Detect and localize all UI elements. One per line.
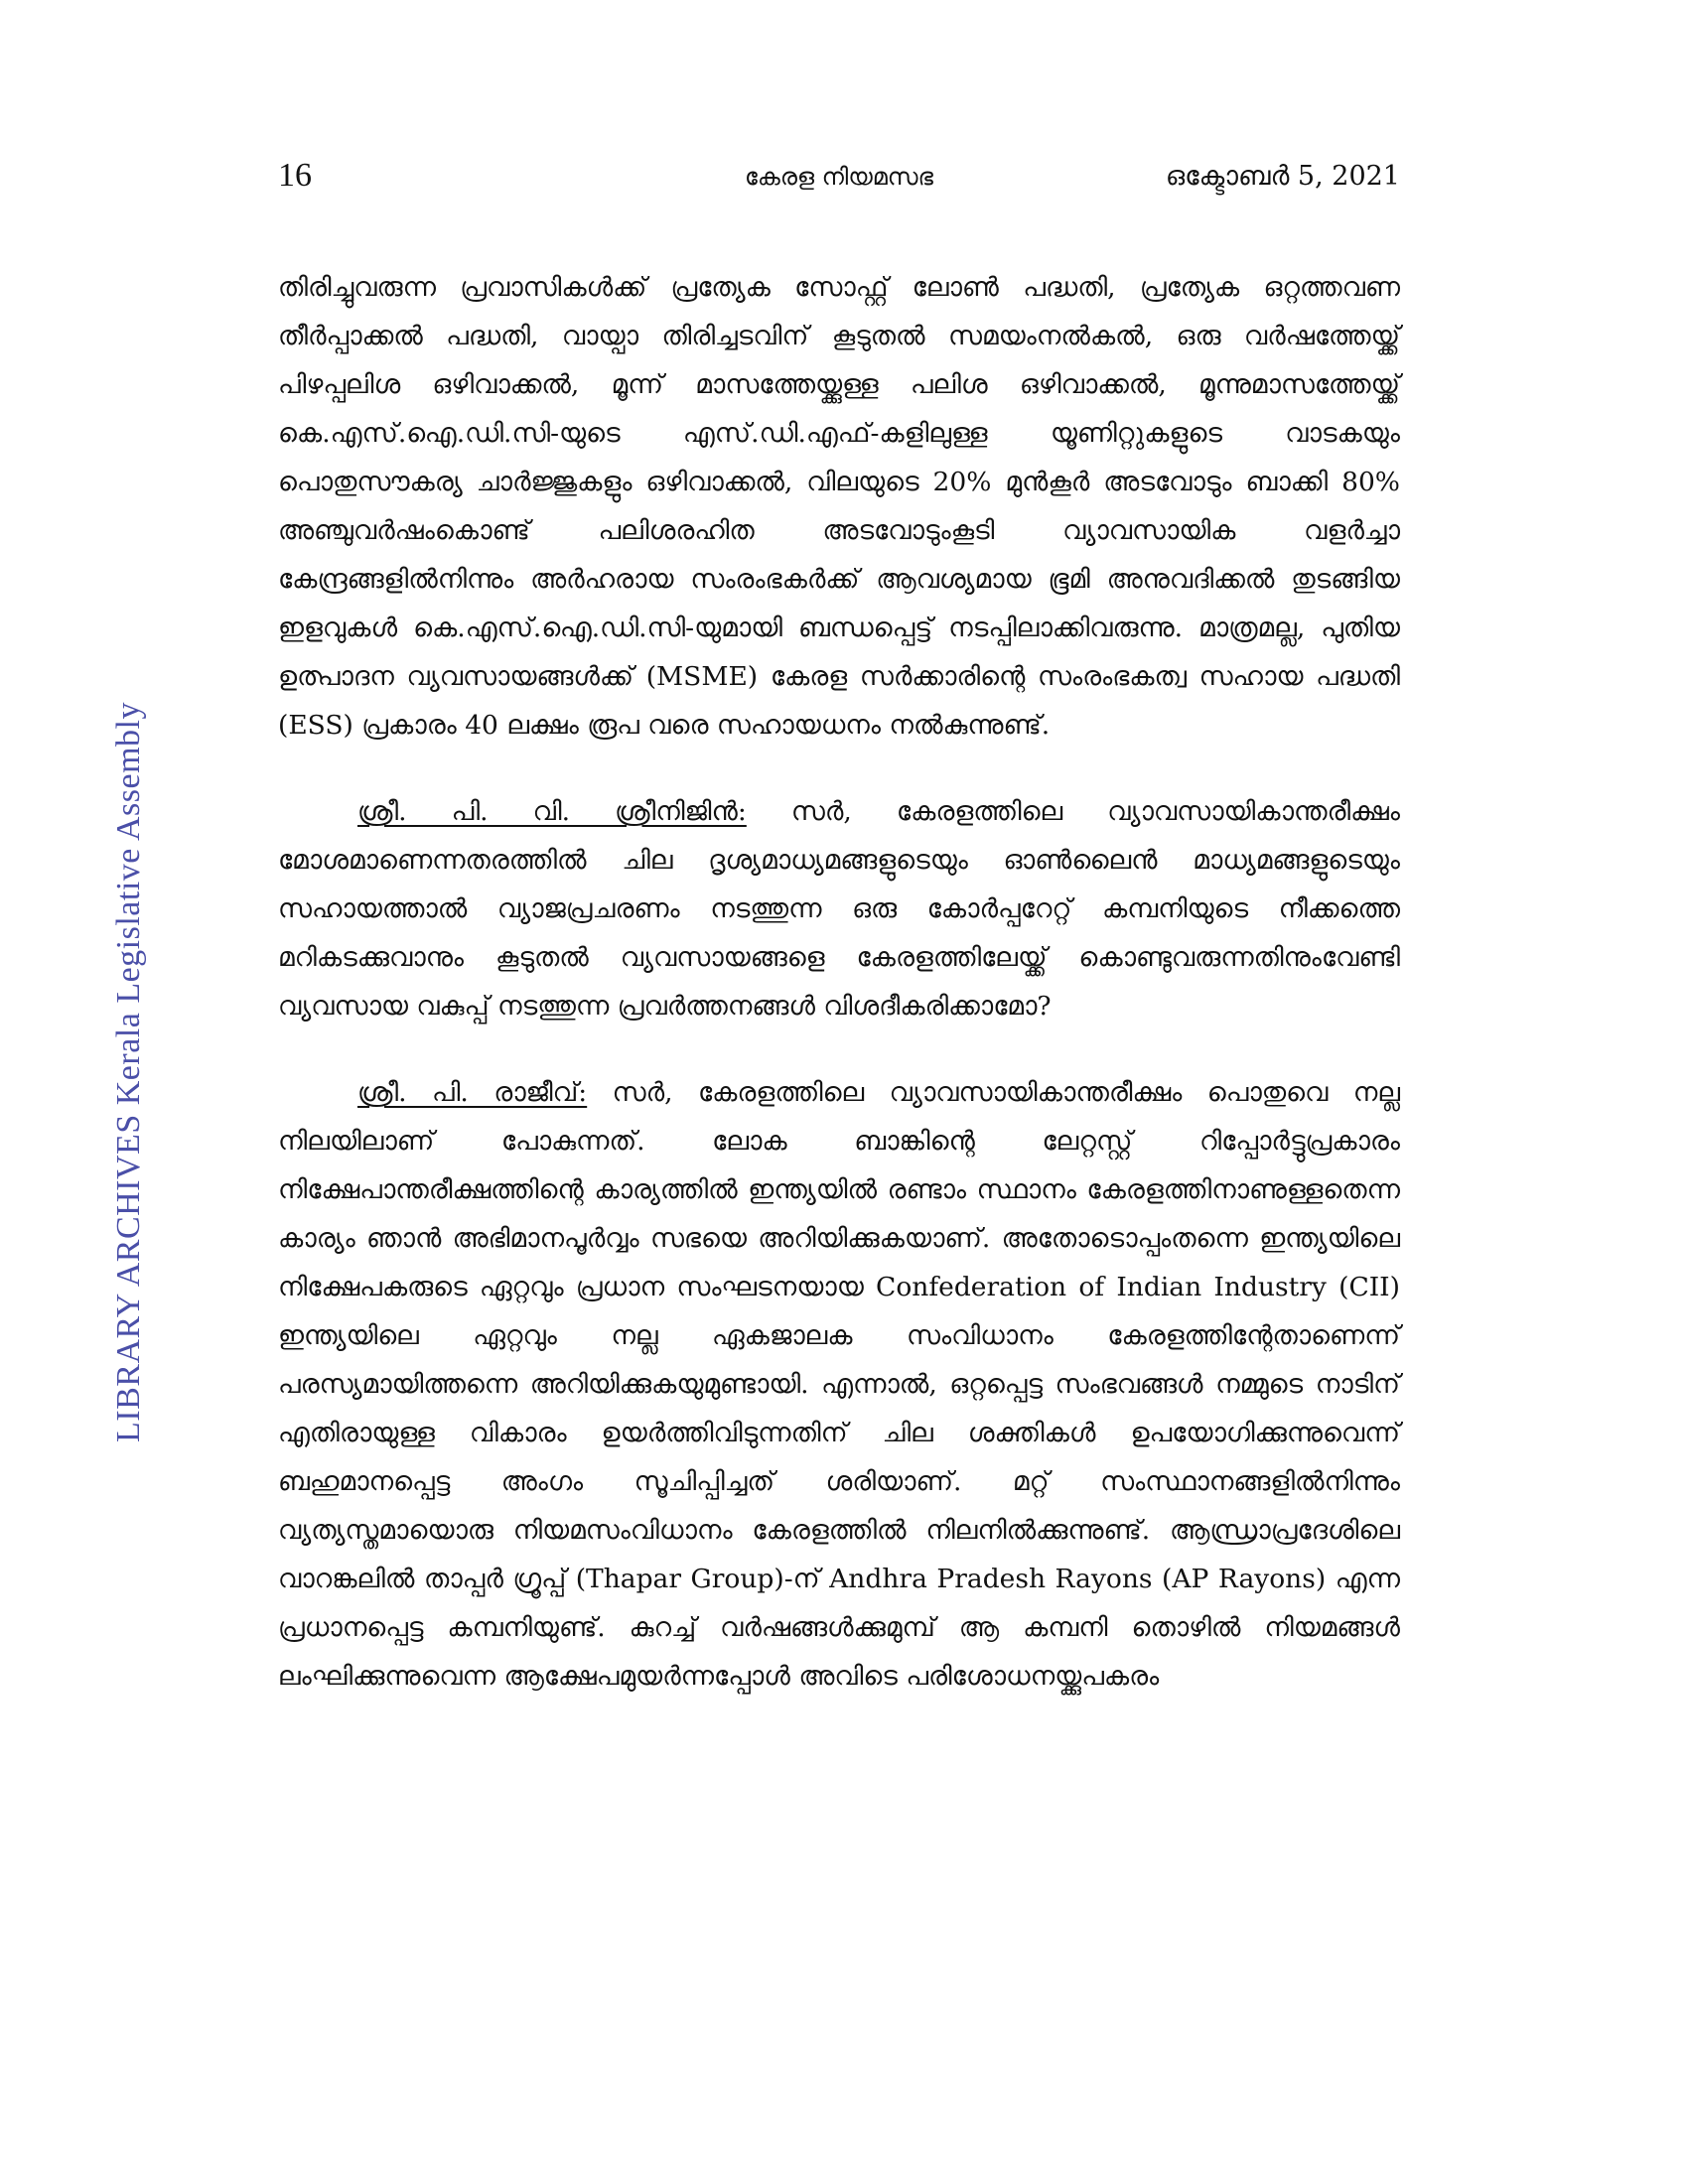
header-date: ഒക്ടോബർ 5, 2021 (1165, 161, 1400, 192)
page-header (278, 157, 1400, 206)
speaker-name: ശ്രീ. പി. രാജീവ്: (357, 1077, 588, 1108)
watermark-text: LIBRARY ARCHIVES Kerala Legislative Assembly (110, 701, 147, 1443)
paragraph-text: സർ, കേരളത്തിലെ വ്യാവസായികാന്തരീക്ഷം പൊതുവെ നല്ല നിലയിലാണ് പോകുന്നത്. ലോക ബാങ്കിന്റെ ലേറ്റസ്റ്റ് റിപ്പോർട്ടുപ്രകാരം നിക്ഷേപാന്തരീക്ഷത്തിന്റെ കാര്യത്തിൽ ഇന്ത്യയിൽ രണ്ടാം സ്ഥാനം കേരളത്തിനാണുള്ളതെന്ന കാര്യം ഞാൻ അഭിമാനപൂർവ്വം സഭയെ അറിയിക്കുകയാണ്. അതോടൊപ്പംതന്നെ ഇന്ത്യയിലെ നിക്ഷേപകരുടെ ഏറ്റവും പ്രധാന സംഘടനയായ Confederation of Indian Industry (CII) ഇന്ത്യയിലെ ഏറ്റവും നല്ല ഏകജാലക സംവിധാനം കേരളത്തിന്റേതാണെന്ന് പരസ്യമായിത്തന്നെ അറിയിക്കുകയുമുണ്ടായി. എന്നാൽ, ഒറ്റപ്പെട്ട സംഭവങ്ങൾ നമ്മുടെ നാടിന് എതിരായുള്ള വികാരം ഉയർത്തിവിടുന്നതിന് ചില ശക്തികൾ ഉപയോഗിക്കുന്നുവെന്ന് ബഹുമാനപ്പെട്ട അംഗം സൂചിപ്പിച്ചത് ശരിയാണ്. മറ്റ് സംസ്ഥാനങ്ങളിൽനിന്നും വ്യത്യസ്തമായൊരു നിയമസംവിധാനം കേരളത്തിൽ നിലനിൽക്കുന്നുണ്ട്. ആന്ധ്രാപ്രദേശിലെ വാറങ്കലിൽ താപ്പർ ഗ്രൂപ്പ് (Thapar Group)-ന് Andhra Pradesh Rayons (AP Rayons) എന്ന പ്രധാനപ്പെട്ട കമ്പനിയുണ്ട്. കുറച്ച് വർഷങ്ങൾക്കുമുമ്പ് ആ കമ്പനി തൊഴിൽ നിയമങ്ങൾ ലംഘിക്കുന്നുവെന്ന ആക്ഷേപമുയർന്നപ്പോൾ അവിടെ പരിശോധനയ്ക്കുപകരം (278, 1077, 1400, 1692)
paragraph-answer (278, 1068, 1400, 1701)
paragraph-text: സർ, കേരളത്തിലെ വ്യാവസായികാന്തരീക്ഷം മോശമാണെന്നതരത്തിൽ ചില ദൃശ്യമാധ്യമങ്ങളുടെയും ഓൺലൈൻ മാധ്യമങ്ങളുടെയും സഹായത്താൽ വ്യാജപ്രചരണം നടത്തുന്ന ഒരു കോർപ്പറേറ്റ് കമ്പനിയുടെ നീക്കത്തെ മറികടക്കുവാനും കൂടുതൽ വ്യവസായങ്ങളെ കേരളത്തിലേയ്ക്ക് കൊണ്ടുവരുന്നതിനുംവേണ്ടി വ്യവസായ വകുപ്പ് നടത്തുന്ന പ്രവർത്തനങ്ങൾ വിശദീകരിക്കാമോ? (278, 796, 1401, 1022)
paragraph-text: തിരിച്ചുവരുന്ന പ്രവാസികൾക്ക് പ്രത്യേക സോഫ്റ്റ് ലോൺ പദ്ധതി, പ്രത്യേക ഒറ്റത്തവണ തീർപ്പാക്കൽ പദ്ധതി, വായ്പാ തിരിച്ചടവിന് കൂടുതൽ സമയംനൽകൽ, ഒരു വർഷത്തേയ്ക്ക് പിഴപ്പലിശ ഒഴിവാക്കൽ, മൂന്ന് മാസത്തേയ്ക്കുള്ള പലിശ ഒഴിവാക്കൽ, മൂന്നുമാസത്തേയ്ക്ക് കെ.എസ്.ഐ.ഡി.സി-യുടെ എസ്.ഡി.എഫ്-കളിലുള്ള യൂണിറ്റുകളുടെ വാടകയും പൊതുസൗകര്യ ചാർജ്ജുകളും ഒഴിവാക്കൽ, വിലയുടെ 20% മുൻകൂർ അടവോടും ബാക്കി 80% അഞ്ചുവർഷംകൊണ്ട് പലിശരഹിത അടവോടുംകൂടി വ്യാവസായിക വളർച്ചാ കേന്ദ്രങ്ങളിൽനിന്നും അർഹരായ സംരംഭകർക്ക് ആവശ്യമായ ഭൂമി അനുവദിക്കൽ തുടങ്ങിയ ഇളവുകൾ കെ.എസ്.ഐ.ഡി.സി-യുമായി ബന്ധപ്പെട്ട് നടപ്പിലാക്കിവരുന്നു. മാത്രമല്ല, പുതിയ ഉത്പാദന വ്യവസായങ്ങൾക്ക് (MSME) കേരള സർക്കാരിന്റെ സംരംഭകത്വ സഹായ പദ്ധതി (ESS) പ്രകാരം 40 ലക്ഷം രൂപ വരെ സഹായധനം നൽകുന്നുണ്ട്. (278, 272, 1400, 741)
paragraph-question (278, 787, 1400, 1030)
header-title: കേരള നിയമസഭ (744, 163, 934, 191)
paragraph-answer-continued (278, 263, 1400, 750)
speaker-name: ശ്രീ. പി. വി. ശ്രീനിജിൻ: (357, 796, 747, 827)
document-body (278, 263, 1400, 1738)
page-number: 16 (278, 157, 312, 194)
